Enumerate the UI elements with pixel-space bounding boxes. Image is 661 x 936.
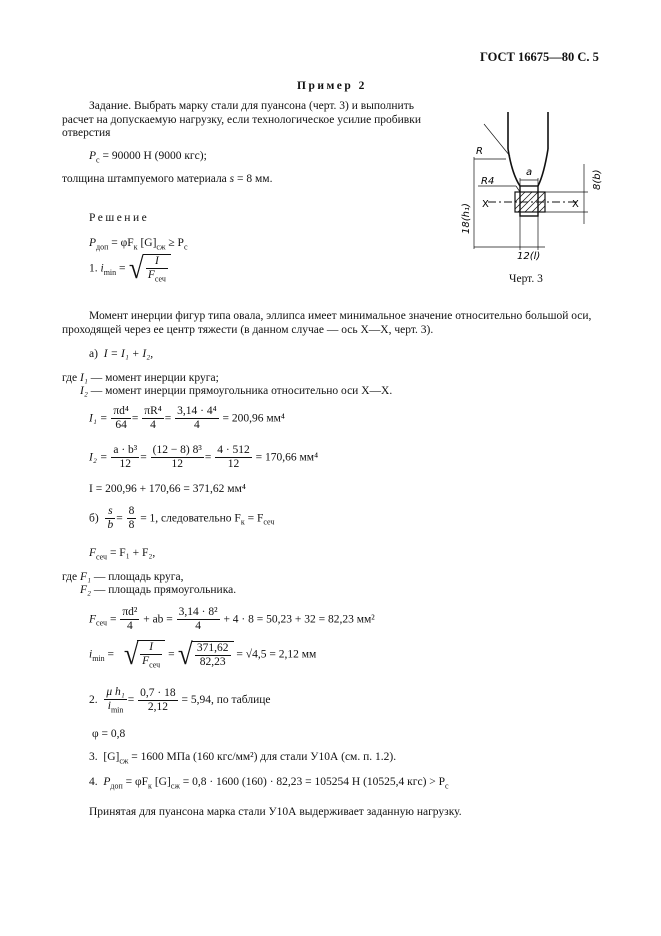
example-title: Пример 2: [297, 80, 367, 92]
task-line-2: расчет на допускаемую нагрузку, если технологическое усилие пробивки: [62, 114, 421, 126]
label-X-right: X: [572, 199, 579, 210]
i2-formula: I₂ = $\frac{\text{a · b³}}{12}$ = $\frac{\text{(12 − 8) 8³}}{12}$ = $\frac{4 \cdot 512}{12}$ = 170,66 мм⁴: [89, 444, 319, 471]
label-X-left: X: [482, 199, 489, 210]
area-formula: $F_{сеч}$ = $\frac{\text{πd²}}{4}$ + ab = $\frac{\text{3,14 · 8²}}{4}$ + 4 · 8 = 50,23 + 32 = 82,23 мм²: [89, 606, 375, 633]
figure-caption: Черт. 3: [509, 273, 543, 285]
task-line-1: Задание. Выбрать марку стали для пуансона (черт. 3) и выполнить: [89, 100, 414, 112]
punch-diagram: [448, 104, 618, 264]
label-R: R: [476, 146, 483, 157]
sqrt-expression: √ $\frac{I}{F_{сеч}}$: [128, 254, 171, 284]
label-18h: 18(h₁): [461, 203, 472, 234]
moment-line-2: проходящей через ее центр тяжести (в данном случае — ось X—X, черт. 3).: [62, 324, 434, 336]
step-1-formula: 1. $i_{min}$ = √ $\frac{I}{F_{сеч}}$: [89, 254, 171, 284]
conclusion-text: Принятая для пуансона марка стали У10А выдерживает заданную нагрузку.: [89, 806, 462, 818]
label-12l: 12(l): [517, 251, 541, 262]
label-R4: R4: [481, 176, 495, 187]
solution-formula: $P_{доп} = \varphi F_к$ $[G]_{сж} \ge P_c$: [89, 237, 188, 252]
solution-heading: Решение: [89, 212, 150, 224]
label-a: a: [526, 167, 533, 178]
step-a-formula: а) I = I₁ + I₂,: [89, 348, 154, 360]
moment-line-1: Момент инерции фигур типа овала, эллипса имеет минимальное значение относительно большой оси,: [89, 310, 592, 322]
where-i1: где I₁ — момент инерции круга;: [62, 372, 219, 384]
fsech-formula: $F_{сеч} = F_1 + F_2$,: [89, 547, 156, 562]
where-f1: где F₁ — площадь круга,: [62, 571, 184, 583]
task-line-3: отверстия: [62, 127, 111, 139]
step-b-formula: б) $\frac{s}{b}$ = $\frac{8}{8}$ = 1, следовательно $F_к = F_{сеч}$: [89, 505, 275, 532]
imin-formula: $i_{min}$ = √ $\frac{I}{F_{сеч}}$ = √ $\frac{371,62}{82,23}$ = √4,5 = 2,12 мм: [89, 638, 317, 671]
i1-formula: I₁ = $\frac{\text{πd⁴}}{64}$ = $\frac{\text{πR⁴}}{4}$ = $\frac{\text{3,14 · 4⁴}}{4}$ = 200,96 мм⁴: [89, 405, 285, 432]
thickness-line: толщина штампуемого материала s = 8 мм.: [62, 173, 273, 185]
step-2-formula: 2. $\frac{\text{μ h₁}}{i_{min}}$ = $\frac{0,7 \cdot 18}{2,12}$ = 5,94, по таблице: [89, 686, 271, 715]
phi-value: φ = 0,8: [92, 728, 126, 740]
i-total: I = 200,96 + 170,66 = 371,62 мм⁴: [89, 483, 246, 495]
where-f2: F₂ — площадь прямоугольника.: [80, 584, 237, 596]
force-formula: $P_c = 90000$ Н (9000 кгс);: [89, 150, 207, 165]
page-header: ГОСТ 16675—80 С. 5: [480, 50, 599, 64]
label-8b: 8(b): [592, 169, 603, 190]
where-i2: I₂ — момент инерции прямоугольника относительно оси X—X.: [80, 385, 393, 397]
step-3-text: 3. $[G]_{сж} = 1600$ МПа (160 кгс/мм²) для стали У10А (см. п. 1.2).: [89, 751, 397, 766]
step-4-text: 4. $P_{доп} = \varphi F_к$ $[G]_{сж} = 0,8 \cdot 1600$ (160) · 82,23 = 105254 Н (10525,4 $кгс) > P_c$: [89, 776, 449, 791]
